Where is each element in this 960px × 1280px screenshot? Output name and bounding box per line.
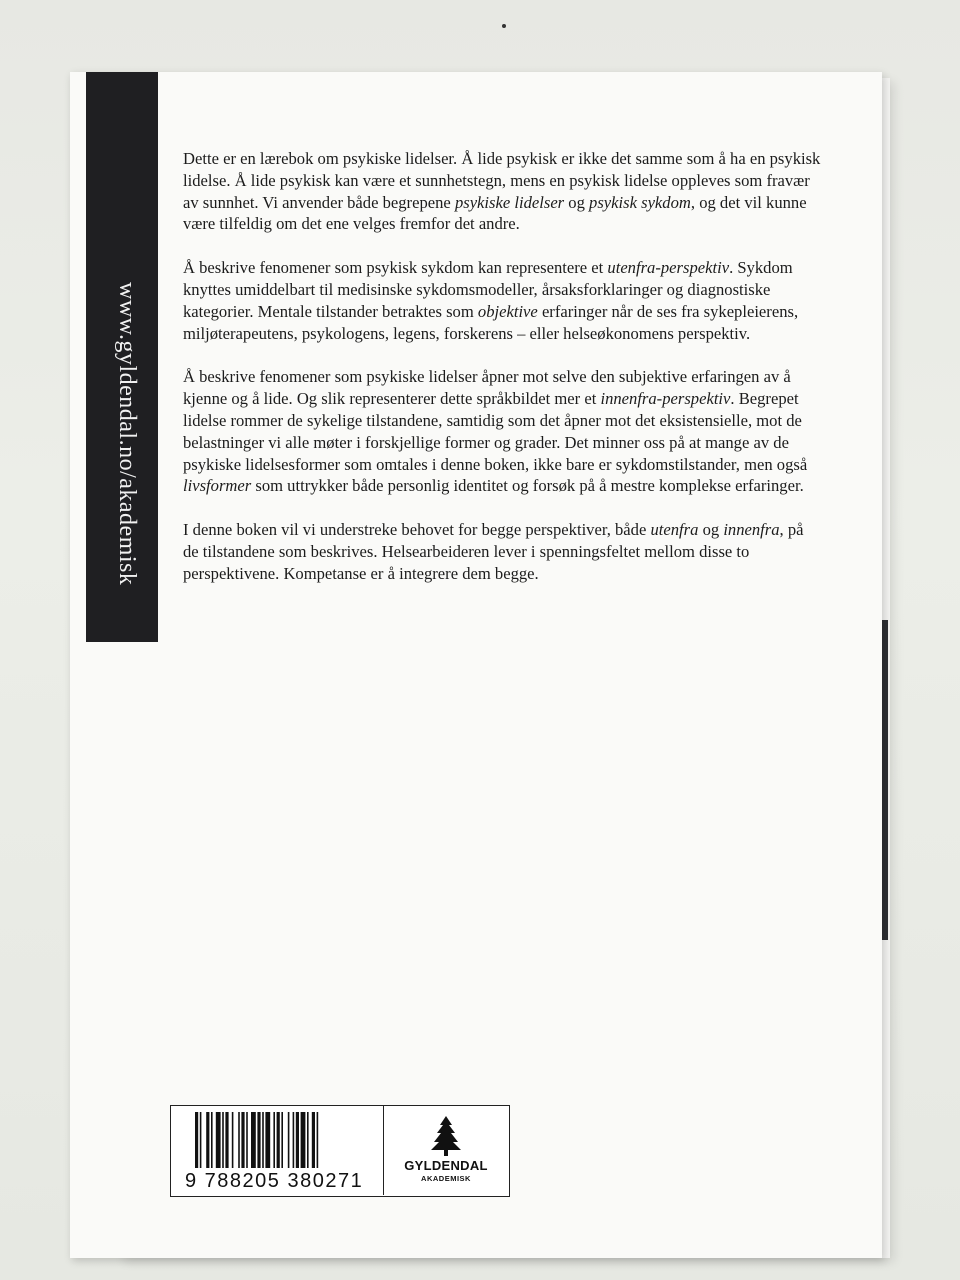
barcode-bar <box>206 1112 209 1168</box>
italic-term: innenfra <box>723 520 780 540</box>
text-run: , og det vil kunne være tilfeldig om det ene velges fremfor det andre. <box>183 192 807 234</box>
barcode-icon <box>195 1112 373 1168</box>
barcode-bar <box>241 1112 244 1168</box>
barcode-bar <box>288 1112 290 1168</box>
text-run: som uttrykker både personlig identitet og forsøk på å mestre komplekse erfaringer. <box>251 476 804 496</box>
barcode-bar <box>273 1112 275 1168</box>
barcode-bar <box>293 1112 295 1168</box>
barcode-bar <box>277 1112 280 1168</box>
text-run: erfaringer når de ses fra sykepleierens, miljøterapeutens, psykologens, legens, forskerens – eller helseøkonomens perspektiv. <box>183 301 799 343</box>
italic-term: psykiske lidelser <box>454 192 565 212</box>
text-run: Å beskrive fenomener som psykiske lidelser åpner mot selve den subjektive erfaringen av å kjenne og å lide. Og slik representerer dette språkbildet mer et <box>183 367 791 409</box>
blurb-paragraph-2 <box>183 257 823 344</box>
barcode-bar <box>222 1112 224 1168</box>
barcode-area <box>171 1106 384 1195</box>
text-run: og <box>698 520 724 540</box>
barcode-bar <box>246 1112 248 1168</box>
italic-term: livsformer <box>183 476 252 496</box>
barcode-bar <box>251 1112 256 1168</box>
text-run: , på de tilstandene som beskrives. Helsearbeideren lever i spenningsfeltet mellom disse to perspektivene. Kompetanse er å integrere dem begge. <box>183 520 804 583</box>
spine-url: www.gyldendal.no/akademisk <box>114 282 140 586</box>
publisher-imprint: AKADEMISK <box>421 1174 471 1183</box>
blurb-paragraph-3 <box>183 366 823 497</box>
barcode-bar <box>317 1112 319 1168</box>
barcode-bar <box>216 1112 221 1168</box>
barcode-bar <box>225 1112 228 1168</box>
barcode-bar <box>232 1112 234 1168</box>
barcode-bar <box>265 1112 270 1168</box>
text-run: Å beskrive fenomener som psykisk sykdom kan representere et <box>183 258 608 278</box>
italic-term: utenfra <box>650 520 699 540</box>
barcode-bar <box>307 1112 309 1168</box>
book-dark-edge <box>882 620 888 940</box>
barcode-bar <box>281 1112 283 1168</box>
back-cover-blurb <box>183 148 823 607</box>
barcode-bar <box>211 1112 213 1168</box>
italic-term: psykisk sykdom <box>589 192 691 212</box>
text-run: . Begrepet lidelse rommer de sykelige tilstandene, samtidig som det åpner mot det eksistensielle, mot de belastninger vi alle møter i forskjellige former og grader. Det minner oss på at mange av de psykiske lidelsesformer som omtales i denne boken, ikke bare er sykdomstilstander, men også <box>183 389 808 474</box>
barcode-bar <box>200 1112 202 1168</box>
publisher-name: GYLDENDAL <box>404 1158 488 1173</box>
isbn-digits: 9 788205 380271 <box>185 1170 364 1192</box>
tree-icon <box>429 1116 463 1156</box>
barcode-bar <box>238 1112 240 1168</box>
barcode-box <box>170 1105 510 1197</box>
italic-term: objektive <box>477 301 538 321</box>
barcode-bar <box>257 1112 260 1168</box>
text-run: og <box>564 192 590 212</box>
publisher-logo <box>384 1106 508 1195</box>
italic-term: innenfra-perspektiv <box>600 389 731 409</box>
dust-speck <box>502 24 506 28</box>
blurb-paragraph-4 <box>183 519 823 584</box>
text-run: . Sykdom knyttes umiddelbart til medisinske sykdomsmodeller, årsaksforklaringer og diagnostiske kategorier. Mentale tilstander betraktes som <box>183 258 793 321</box>
blurb-paragraph-1 <box>183 148 823 235</box>
barcode-bar <box>296 1112 299 1168</box>
barcode-bar <box>312 1112 315 1168</box>
text-run: I denne boken vil vi understreke behovet for begge perspektiver, både <box>183 520 651 540</box>
barcode-bar <box>195 1112 198 1168</box>
italic-term: utenfra-perspektiv <box>607 258 730 278</box>
text-run: Dette er en lærebok om psykiske lidelser. Å lide psykisk er ikke det samme som å ha en psykisk lidelse. Å lide psykisk kan være et sunnhetstegn, mens en psykisk lidelse oppleves som fravær av sunnhet. Vi anvender både begrepene <box>183 149 821 212</box>
barcode-bar <box>262 1112 264 1168</box>
barcode-bar <box>301 1112 306 1168</box>
